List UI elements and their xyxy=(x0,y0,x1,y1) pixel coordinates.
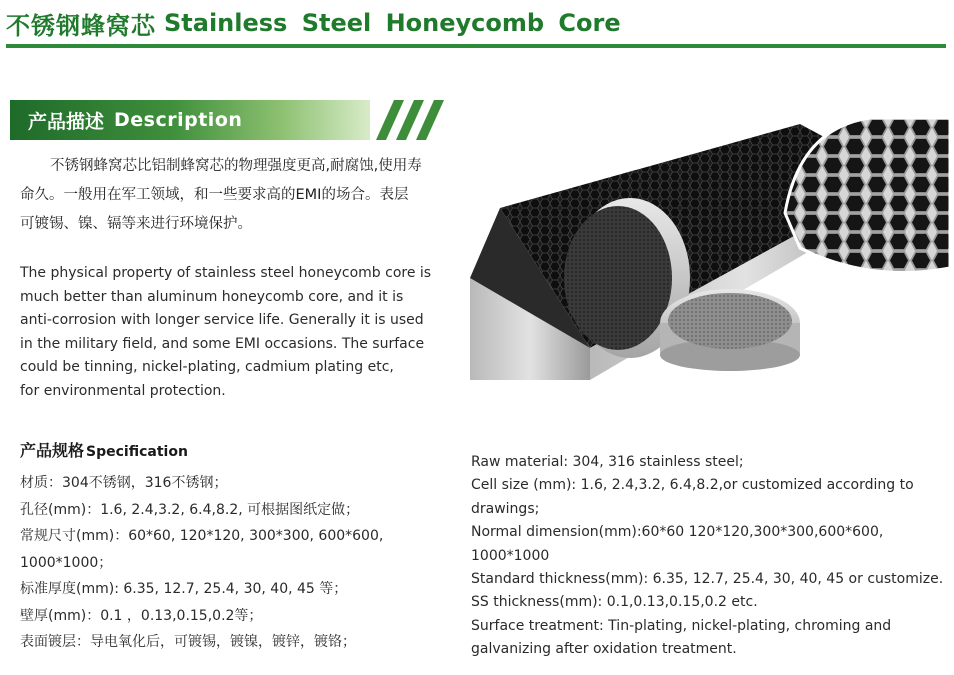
description-cn-line: 可镀锡、镍、镉等来进行环境保护。 xyxy=(20,216,252,232)
page-title xyxy=(6,6,621,40)
spec-en-line: Standard thickness(mm): 6.35, 12.7, 25.4, 30, 40, 45 or customize. xyxy=(471,571,944,588)
spec-en-line: Surface treatment: Tin-plating, nickel-plating, chroming and xyxy=(471,617,892,634)
banner-label xyxy=(28,100,242,140)
spec-cn-line: 常规尺寸(mm)：60*60, 120*120, 300*300, 600*600, xyxy=(20,528,384,544)
spec-cn-line: 1000*1000； xyxy=(20,554,113,571)
description-en-line: could be tinning, nickel-plating, cadmium plating etc, xyxy=(20,359,394,375)
spec-cn-line: 标准厚度(mm): 6.35, 12.7, 25.4, 30, 40, 45 等； xyxy=(20,581,348,597)
specification-heading-cn: 产品规格 xyxy=(20,441,85,460)
banner-label-cn: 产品描述 xyxy=(28,110,105,133)
title-divider xyxy=(6,44,946,48)
description-en-line: The physical property of stainless steel honeycomb core is xyxy=(20,265,432,281)
specification-cn xyxy=(20,470,460,656)
description-cn xyxy=(20,152,460,239)
spec-en-line: drawings; xyxy=(471,500,540,517)
specification-en xyxy=(471,451,951,662)
description-cn-line: 命久。一般用在军工领域，和一些要求高的EMI的场合。表层 xyxy=(20,187,409,203)
product-photo xyxy=(470,118,950,380)
spec-cn-line: 壁厚(mm)：0.1 ，0.13,0.15,0.2等； xyxy=(20,607,263,624)
specification-heading-en: Specification xyxy=(86,444,188,460)
description-cn-line: 不锈钢蜂窝芯比铝制蜂窝芯的物理强度更高,耐腐蚀,使用寿 xyxy=(50,158,422,174)
spec-en-line: 1000*1000 xyxy=(471,547,550,564)
spec-en-line: Raw material: 304, 316 stainless steel; xyxy=(471,454,744,470)
description-banner xyxy=(10,100,450,140)
description-en-line: anti-corrosion with longer service life. Generally it is used xyxy=(20,312,424,328)
description-en-line: much better than aluminum honeycomb core, and it is xyxy=(20,288,404,305)
specification-heading xyxy=(20,438,188,461)
title-cn: 不锈钢蜂窝芯 xyxy=(6,11,156,40)
spec-en-line: SS thickness(mm): 0.1,0.13,0.15,0.2 etc. xyxy=(471,594,758,611)
spec-cn-line: 材质：304不锈钢，316不锈钢； xyxy=(20,475,228,491)
description-en-line: in the military field, and some EMI occasions. The surface xyxy=(20,335,425,352)
spec-en-line: Normal dimension(mm):60*60 120*120,300*300,600*600, xyxy=(471,524,884,541)
spec-cn-line: 表面镀层：导电氧化后，可镀锡，镀镍，镀锌，镀铬； xyxy=(20,634,356,650)
spec-en-line: galvanizing after oxidation treatment. xyxy=(471,641,737,658)
title-en: Stainless Steel Honeycomb Core xyxy=(164,9,621,37)
spec-cn-line: 孔径(mm)：1.6, 2.4,3.2, 6.4,8.2, 可根据图纸定做； xyxy=(20,501,360,518)
honeycomb-photo-illustration xyxy=(470,118,950,380)
spec-en-line: Cell size (mm): 1.6, 2.4,3.2, 6.4,8.2,or customized according to xyxy=(471,477,914,494)
description-en xyxy=(20,262,460,403)
banner-label-en: Description xyxy=(114,109,243,131)
description-en-line: for environmental protection. xyxy=(20,382,226,399)
